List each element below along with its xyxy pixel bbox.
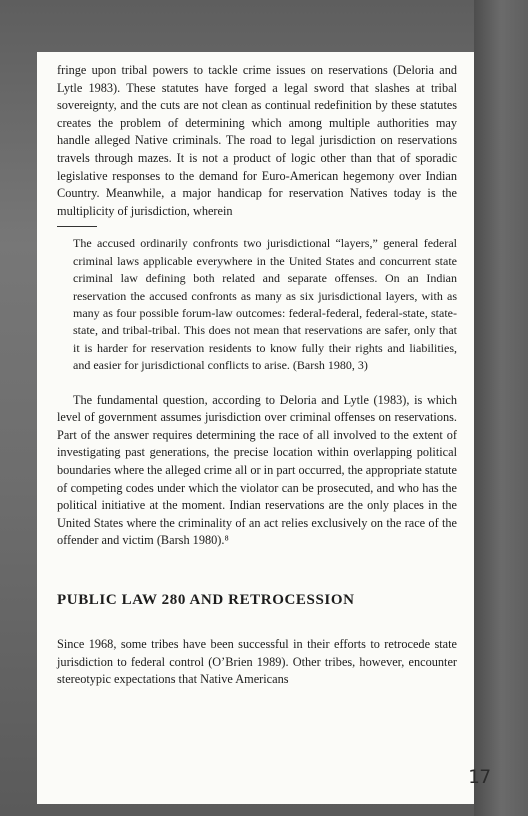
page-number: 17 [468,766,491,788]
section-heading: PUBLIC LAW 280 AND RETROCESSION [57,591,355,608]
paragraph-fundamental-question: The fundamental question, according to Deloria and Lytle (1983), is which level of government assumes jurisdiction over criminal offenses on reservations. Part of the answer requires determining the race of all involved to the extent of investigating past generations, the precise location within overlapping political boundaries where the alleged crime all or in part occurred, the appropriate statute of competing codes under which the violator can be prosecuted, and who has the political initiative at the moment. Indian reservations are the only places in the United States where the criminality of an act relies exclusively on the race of the offender and victim (Barsh 1980).⁸ [57,392,457,548]
separator-line [57,226,97,227]
page-text [57,62,457,689]
paragraph-bottom: Since 1968, some tribes have been successful in their efforts to retrocede state jurisdiction to federal control (O’Brien 1989). Other tribes, however, encounter stereotypic expectations that Native Americans [57,636,457,687]
book-page [37,52,474,804]
paragraph-top: fringe upon tribal powers to tackle crime issues on reservations (Deloria and Lytle 1983). These statutes have forged a legal sword that slashes at tribal sovereignty, and the cuts are not clean as continual redefinition by these statutes creates the problem of determining which among multiple authorities may handle alleged Native criminals. The road to legal jurisdiction on reservations travels through mazes. It is not a product of logic other than that of sporadic legislative responses to the demand for Euro-American hegemony over Indian Country. Meanwhile, a major handicap for reservation Natives today is the multiplicity of jurisdiction, wherein [57,63,457,218]
block-quote: The accused ordinarily confronts two jurisdictional “layers,” general federal criminal laws applicable everywhere in the United States and concurrent state criminal law defining both related and separate offenses. On an Indian reservation the accused confronts as many as six jurisdictional layers, with as many as four possible forum-law outcomes: federal-federal, federal-state, state-state, and tribal-tribal. This does not mean that reservations are safer, only that it is harder for reservation residents to know fully their rights and liabilities, and easier for jurisdictional conflicts to arise. (Barsh 1980, 3) [73,236,457,373]
scan-edge-shadow [474,0,528,816]
